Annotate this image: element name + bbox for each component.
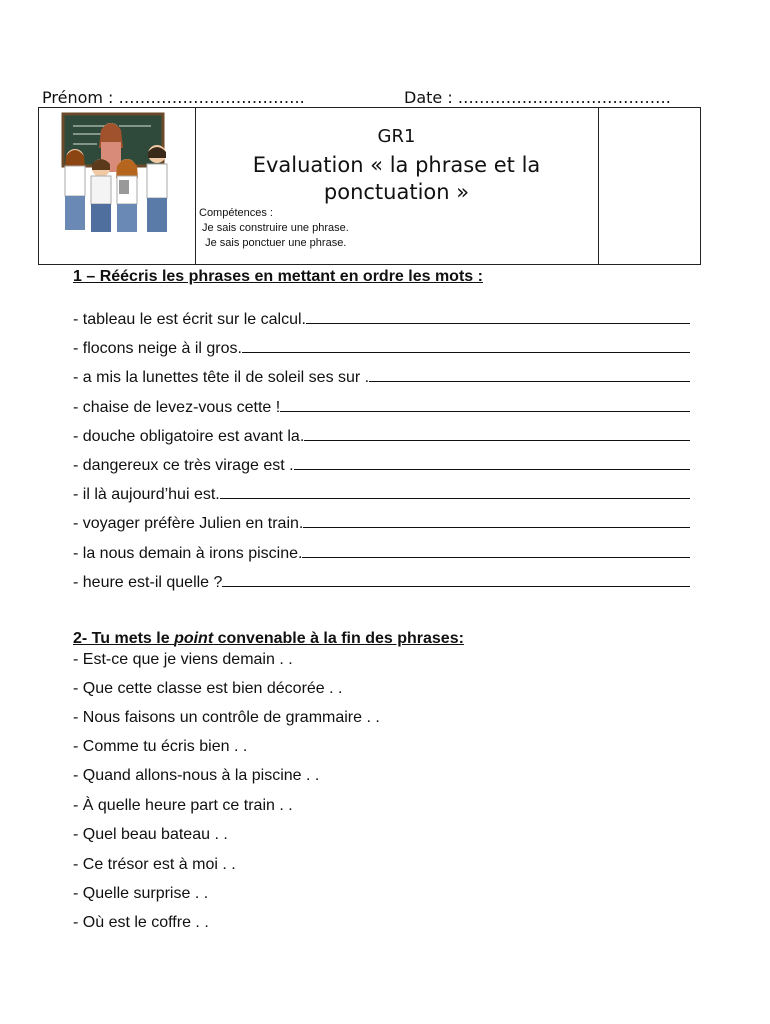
- sentence-text: - tableau le est écrit sur le calcul.: [73, 311, 306, 328]
- exercise-line: [73, 367, 690, 387]
- answer-blank[interactable]: [369, 367, 690, 382]
- punctuation-item: - Est-ce que je viens demain . .: [73, 651, 293, 668]
- answer-blank[interactable]: [294, 455, 690, 470]
- exercise-line: [73, 338, 690, 358]
- exercise-line: [73, 484, 690, 504]
- exercise-line: [73, 426, 690, 446]
- exercise-line: [73, 397, 690, 417]
- punctuation-item: - Ce trésor est à moi . .: [73, 856, 236, 873]
- sentence-text: - dangereux ce très virage est .: [73, 457, 294, 474]
- sentence-text: - flocons neige à il gros.: [73, 340, 242, 357]
- punctuation-item: - Quel beau bateau . .: [73, 826, 228, 843]
- answer-blank[interactable]: [306, 309, 690, 324]
- exercise-line: [73, 543, 690, 563]
- competence-item: Je sais ponctuer une phrase.: [199, 237, 347, 249]
- sentence-text: - voyager préfère Julien en train.: [73, 515, 304, 532]
- exercise-line: [73, 309, 690, 329]
- punctuation-item: - Comme tu écris bien . .: [73, 738, 248, 755]
- sentence-text: - douche obligatoire est avant la.: [73, 428, 305, 445]
- answer-blank[interactable]: [303, 513, 690, 528]
- punctuation-item: - Que cette classe est bien décorée . .: [73, 680, 343, 697]
- group-label: GR1: [377, 126, 416, 147]
- punctuation-item: - Quand allons-nous à la piscine . .: [73, 767, 320, 784]
- grade-cell: [599, 108, 701, 264]
- exercise-line: [73, 455, 690, 475]
- classroom-illustration: [39, 108, 196, 264]
- answer-blank[interactable]: [242, 338, 690, 353]
- section2-title-part: convenable à la fin des phrases:: [213, 630, 464, 647]
- title-line-2: ponctuation »: [323, 180, 470, 204]
- answer-blank[interactable]: [222, 572, 690, 587]
- sentence-text: - chaise de levez-vous cette !: [73, 399, 281, 416]
- answer-blank[interactable]: [304, 426, 690, 441]
- competences-label: Compétences :: [199, 207, 273, 219]
- date-field: Date : ………………………………….: [404, 88, 671, 107]
- punctuation-item: - Nous faisons un contrôle de grammaire . .: [73, 709, 380, 726]
- exercise-line: [73, 513, 690, 533]
- section2-title-part: 2- Tu mets le: [73, 630, 175, 647]
- sentence-text: - heure est-il quelle ?: [73, 574, 223, 591]
- competences-block: [199, 206, 349, 251]
- punctuation-item: - Quelle surprise . .: [73, 885, 209, 902]
- answer-blank[interactable]: [302, 543, 690, 558]
- answer-blank[interactable]: [220, 484, 690, 499]
- section2-title-emphasis: point: [174, 630, 214, 647]
- evaluation-title: [195, 152, 598, 206]
- answer-blank[interactable]: [280, 397, 690, 412]
- title-box: [38, 107, 701, 265]
- sentence-text: - a mis la lunettes tête il de soleil ses sur .: [73, 369, 370, 386]
- section2-title: [73, 630, 464, 648]
- title-cell: [195, 108, 599, 264]
- sentence-text: - la nous demain à irons piscine.: [73, 545, 303, 562]
- children-blackboard-icon: [39, 108, 195, 266]
- punctuation-item: - À quelle heure part ce train . .: [73, 797, 293, 814]
- competence-item: Je sais construire une phrase.: [199, 222, 349, 234]
- section1-title: 1 – Réécris les phrases en mettant en ordre les mots :: [73, 268, 483, 285]
- punctuation-item: - Où est le coffre . .: [73, 914, 209, 931]
- title-line-1: Evaluation « la phrase et la: [252, 153, 541, 177]
- prenom-field: Prénom : ……………………………..: [42, 88, 305, 107]
- exercise-line: [73, 572, 690, 592]
- sentence-text: - il là aujourd’hui est.: [73, 486, 220, 503]
